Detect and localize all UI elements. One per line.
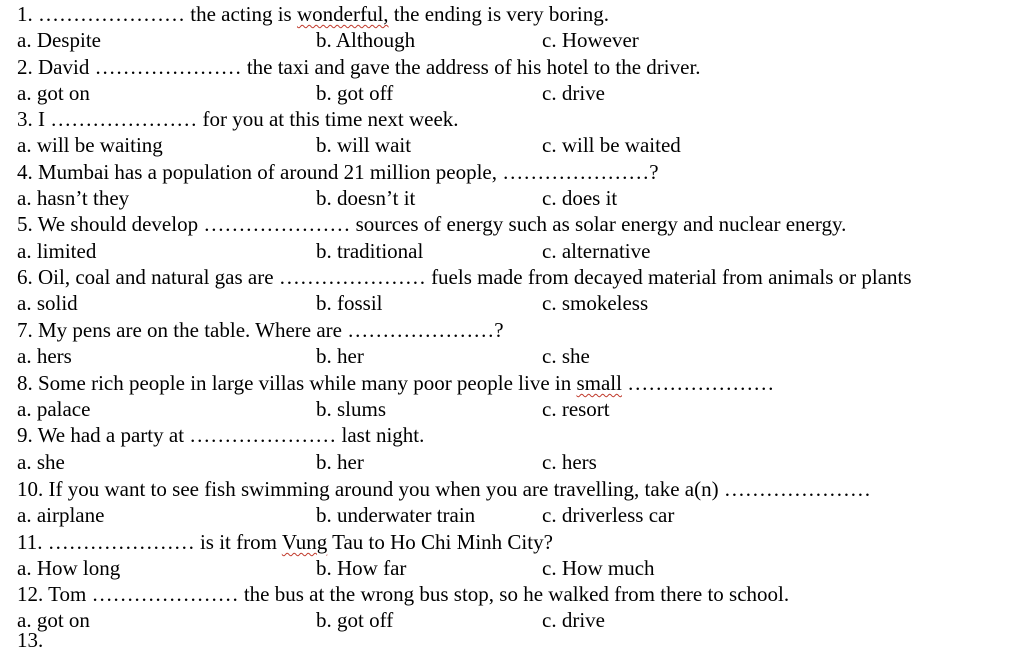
question-11: 11. ………………… is it from Vung Tau to Ho Chi Minh City? (17, 530, 553, 554)
option-b: b. slums (316, 397, 387, 421)
spellcheck-mark: small (576, 371, 622, 395)
option-b: b. underwater train (316, 503, 476, 527)
option-a: a. hers (17, 344, 72, 368)
spellcheck-mark: Vung (281, 530, 328, 554)
option-b: b. Although (316, 28, 416, 52)
question-12: 12. Tom ………………… the bus at the wrong bus stop, so he walked from there to school. (17, 582, 790, 606)
option-b: b. traditional (316, 239, 424, 263)
option-a: a. airplane (17, 503, 105, 527)
option-a: a. hasn’t they (17, 186, 130, 210)
question-7: 7. My pens are on the table. Where are …………………? (17, 318, 504, 342)
question-9: 9. We had a party at ………………… last night. (17, 423, 425, 447)
option-b: b. will wait (316, 133, 412, 157)
option-a: a. got on (17, 608, 90, 632)
option-b: b. her (316, 450, 364, 474)
option-b: b. fossil (316, 291, 383, 315)
option-a: a. solid (17, 291, 78, 315)
option-c: c. she (542, 344, 590, 368)
option-b: b. her (316, 344, 364, 368)
option-c: c. However (542, 28, 639, 52)
option-a: a. she (17, 450, 65, 474)
option-c: c. will be waited (542, 133, 681, 157)
question-4: 4. Mumbai has a population of around 21 million people, …………………? (17, 160, 659, 184)
option-c: c. alternative (542, 239, 651, 263)
question-13-partial: 13. (17, 628, 44, 652)
option-b: b. got off (316, 81, 394, 105)
option-b: b. doesn’t it (316, 186, 416, 210)
option-c: c. drive (542, 81, 605, 105)
option-c: c. smokeless (542, 291, 649, 315)
option-c: c. How much (542, 556, 655, 580)
option-a: a. How long (17, 556, 121, 580)
question-2: 2. David ………………… the taxi and gave the address of his hotel to the driver. (17, 55, 701, 79)
option-c: c. drive (542, 608, 605, 632)
question-10: 10. If you want to see fish swimming around you when you are travelling, take a(n) ………………… (17, 477, 871, 501)
question-5: 5. We should develop ………………… sources of energy such as solar energy and nuclear energy. (17, 212, 847, 236)
option-a: a. Despite (17, 28, 101, 52)
option-a: a. got on (17, 81, 90, 105)
spellcheck-mark: wonderful, (296, 2, 389, 26)
option-b: b. How far (316, 556, 407, 580)
question-3: 3. I ………………… for you at this time next week. (17, 107, 459, 131)
option-a: a. palace (17, 397, 91, 421)
option-c: c. does it (542, 186, 618, 210)
question-1: 1. ………………… the acting is wonderful, the ending is very boring. (17, 2, 610, 26)
option-c: c. hers (542, 450, 597, 474)
option-c: c. resort (542, 397, 610, 421)
question-6: 6. Oil, coal and natural gas are ………………… fuels made from decayed material from animals or plants (17, 265, 912, 289)
option-a: a. will be waiting (17, 133, 163, 157)
question-8: 8. Some rich people in large villas while many poor people live in small ………………… (17, 371, 775, 395)
option-a: a. limited (17, 239, 97, 263)
option-b: b. got off (316, 608, 394, 632)
option-c: c. driverless car (542, 503, 675, 527)
